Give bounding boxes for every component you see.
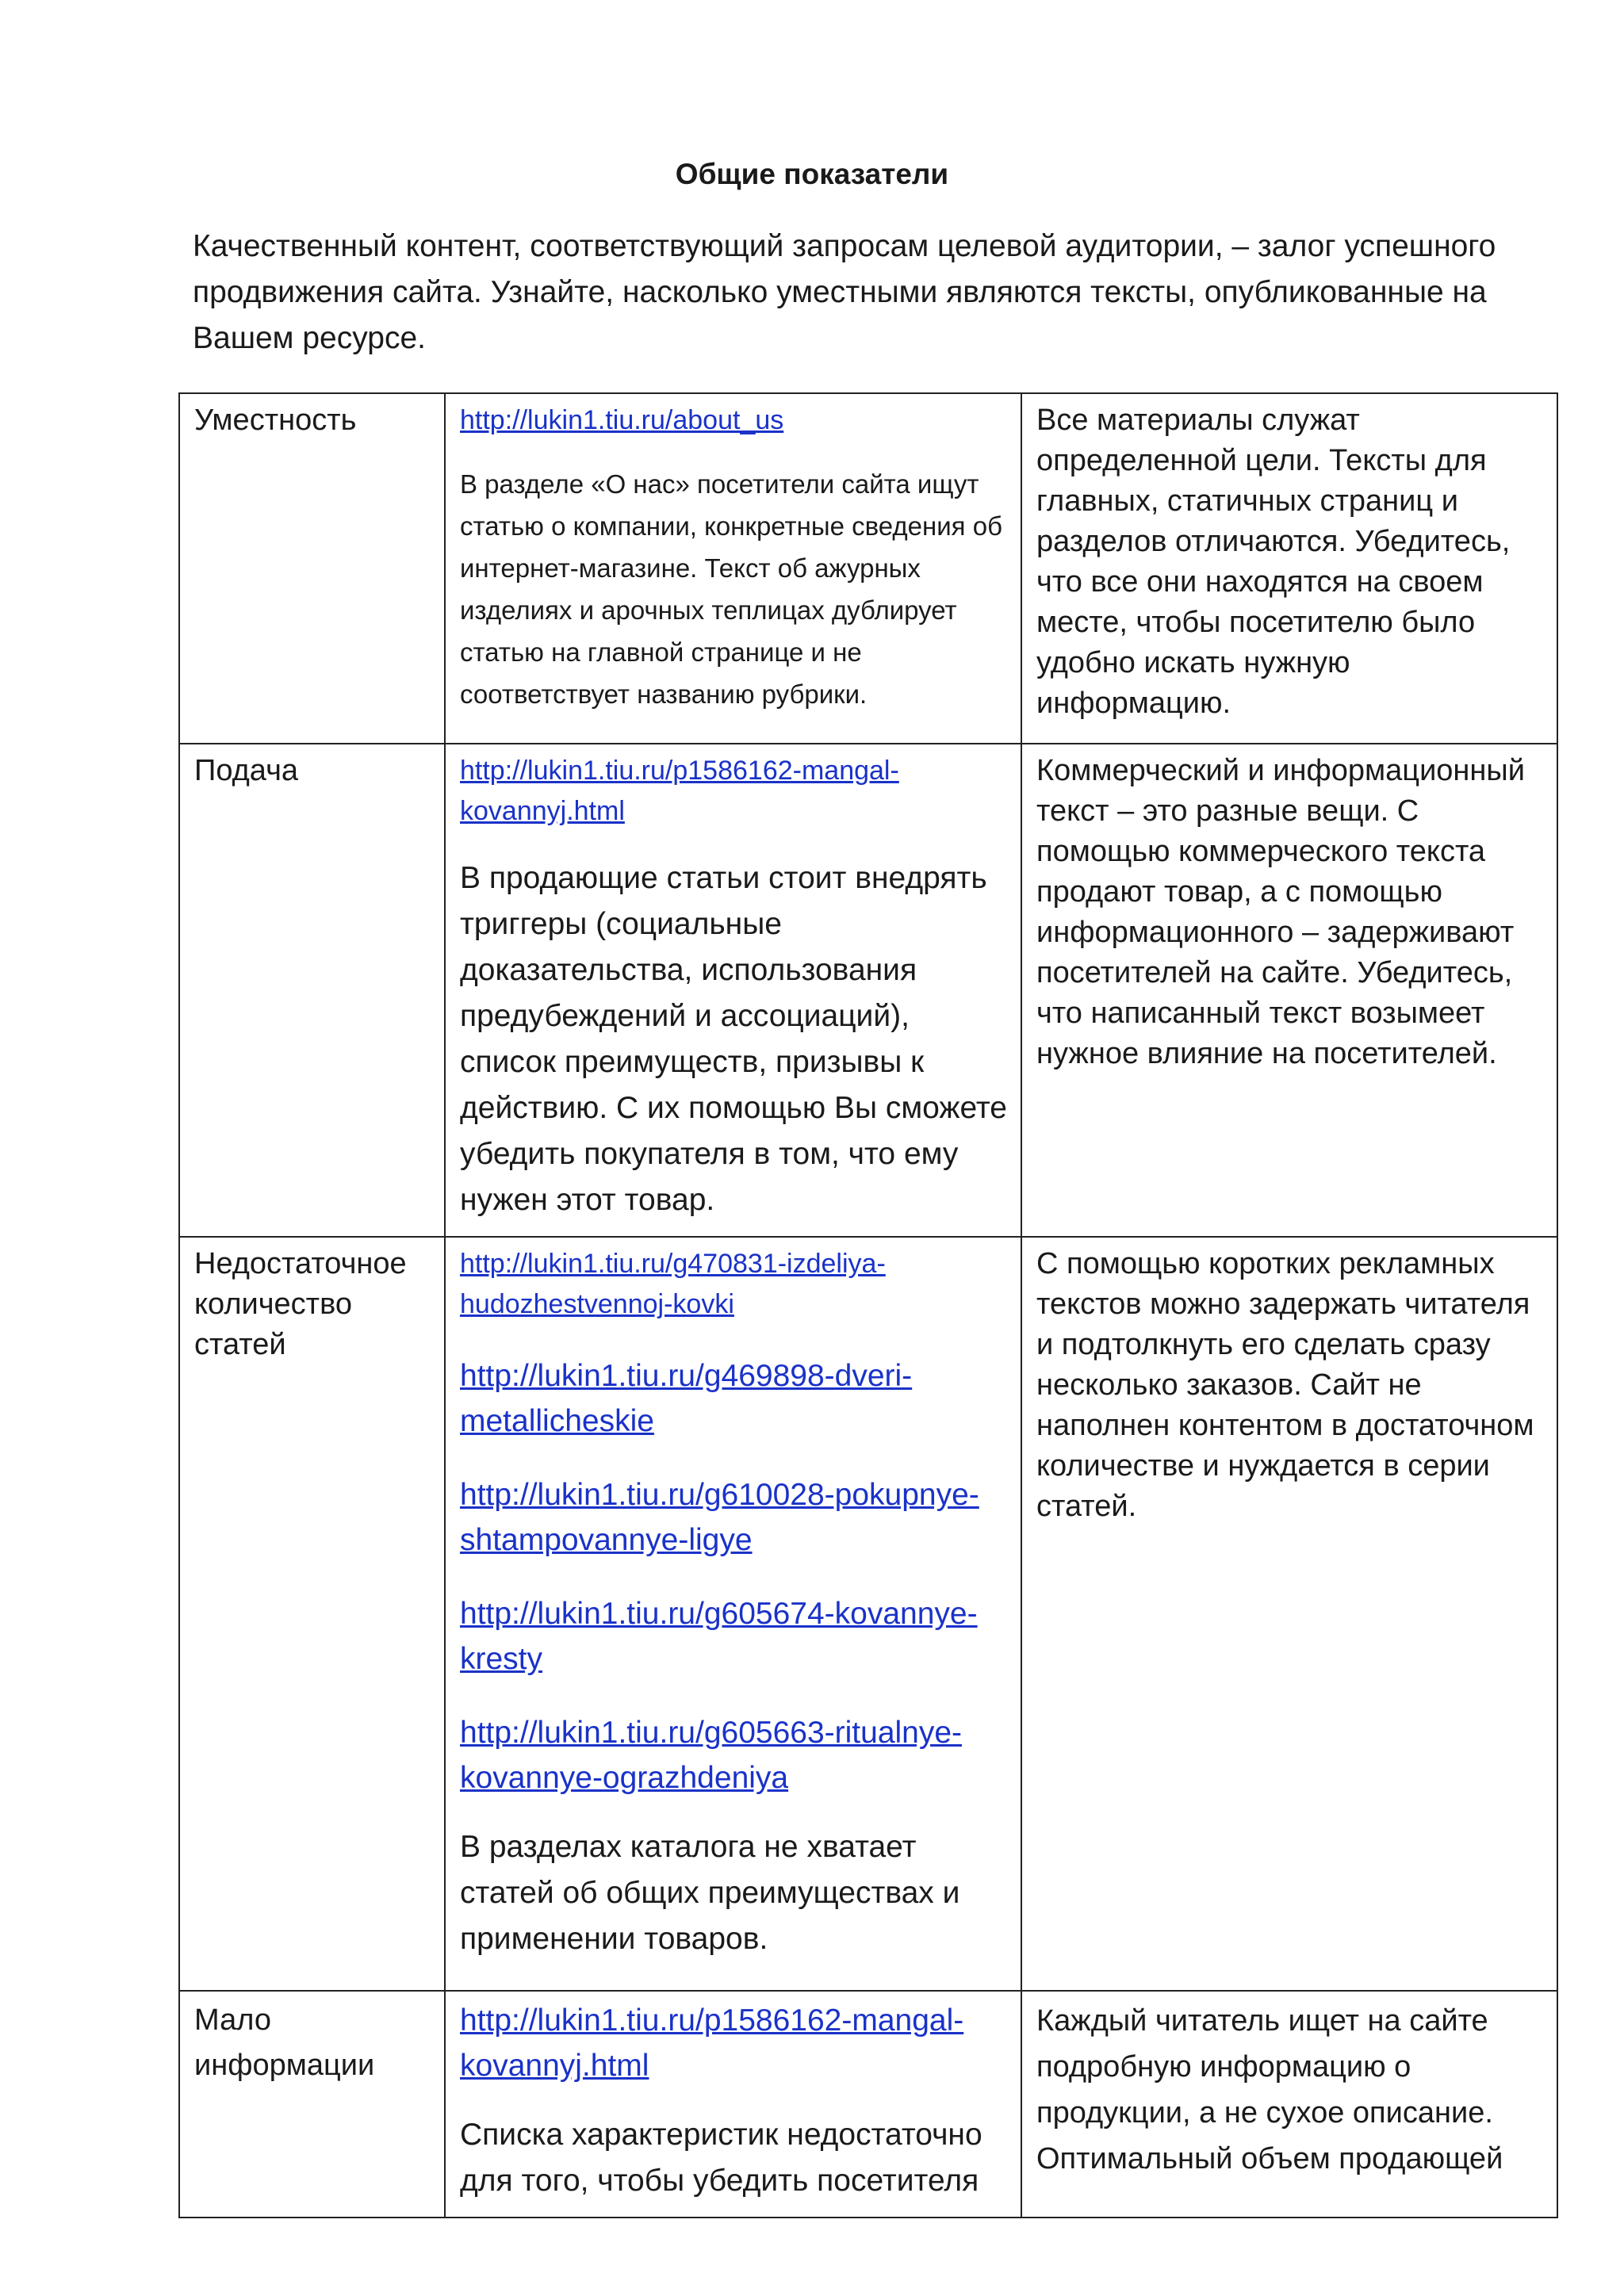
table-row [179, 1991, 1557, 2218]
row-note: В продающие статьи стоит внедрять триггеры (социальные доказательства, использования предубеждений и ассоциаций), список преимуществ, призывы к действию. С их помощью Вы сможете убедить покупателя в том, что ему нужен этот товар. [460, 861, 1007, 1217]
example-link[interactable]: http://lukin1.tiu.ru/g610028-pokupnye-shtampovannye-ligye [460, 1478, 979, 1557]
example-link[interactable]: http://lukin1.tiu.ru/g469898-dveri-metallicheskie [460, 1359, 913, 1438]
table-row [179, 744, 1557, 1237]
example-link[interactable]: http://lukin1.tiu.ru/about_us [460, 405, 784, 435]
example-link[interactable]: http://lukin1.tiu.ru/g605674-kovannye-kresty [460, 1597, 978, 1676]
row-note: В разделе «О нас» посетители сайта ищут статью о компании, конкретные сведения об интернет-магазине. Текст об ажурных изделиях и арочных теплицах дублирует статью на главной странице и не соответствует названию рубрики. [460, 469, 1002, 709]
row-examples [445, 744, 1021, 1237]
row-description: Коммерческий и информационный текст – это разные вещи. С помощью коммерческого текста продают товар, а с помощью информационного – задерживают посетителей на сайте. Убедитесь, что написанный текст возымеет нужное влияние на посетителей. [1021, 744, 1557, 1237]
row-examples [445, 1991, 1021, 2218]
row-examples [445, 393, 1021, 744]
row-description: С помощью коротких рекламных текстов можно задержать читателя и подтолкнуть его сделать сразу несколько заказов. Сайт не наполнен контентом в достаточном количестве и нуждается в серии статей. [1021, 1237, 1557, 1991]
row-label: Подача [179, 744, 445, 1237]
row-description: Каждый читатель ищет на сайте подробную информацию о продукции, а не сухое описание. Оптимальный объем продающей [1021, 1991, 1557, 2218]
row-label: Недостаточное количество статей [179, 1237, 445, 1991]
row-label: Мало информации [179, 1991, 445, 2218]
example-link[interactable]: http://lukin1.tiu.ru/p1586162-mangal-kovannyj.html [460, 756, 899, 826]
row-description: Все материалы служат определенной цели. Тексты для главных, статичных страниц и разделов отличаются. Убедитесь, что все они находятся на своем месте, чтобы посетителю было удобно искать нужную информацию. [1021, 393, 1557, 744]
row-examples [445, 1237, 1021, 1991]
example-link[interactable]: http://lukin1.tiu.ru/g470831-izdeliya-hudozhestvennoj-kovki [460, 1249, 886, 1319]
content-audit-table [178, 392, 1558, 2218]
example-link[interactable]: http://lukin1.tiu.ru/g605663-ritualnye-kovannye-ograzhdeniya [460, 1716, 963, 1795]
row-note: Списка характеристик недостаточно для того, чтобы убедить посетителя [460, 2118, 982, 2198]
example-link[interactable]: http://lukin1.tiu.ru/p1586162-mangal-kovannyj.html [460, 2003, 964, 2083]
page-title: Общие показатели [675, 158, 949, 190]
intro-paragraph: Качественный контент, соответствующий запросам целевой аудитории, – залог успешного продвижения сайта. Узнайте, насколько уместными являются тексты, опубликованные на Вашем ресурсе. [193, 229, 1496, 355]
table-row [179, 393, 1557, 744]
table-row [179, 1237, 1557, 1991]
row-note: В разделах каталога не хватает статей об общих преимуществах и применении товаров. [460, 1830, 960, 1956]
row-label: Уместность [179, 393, 445, 744]
